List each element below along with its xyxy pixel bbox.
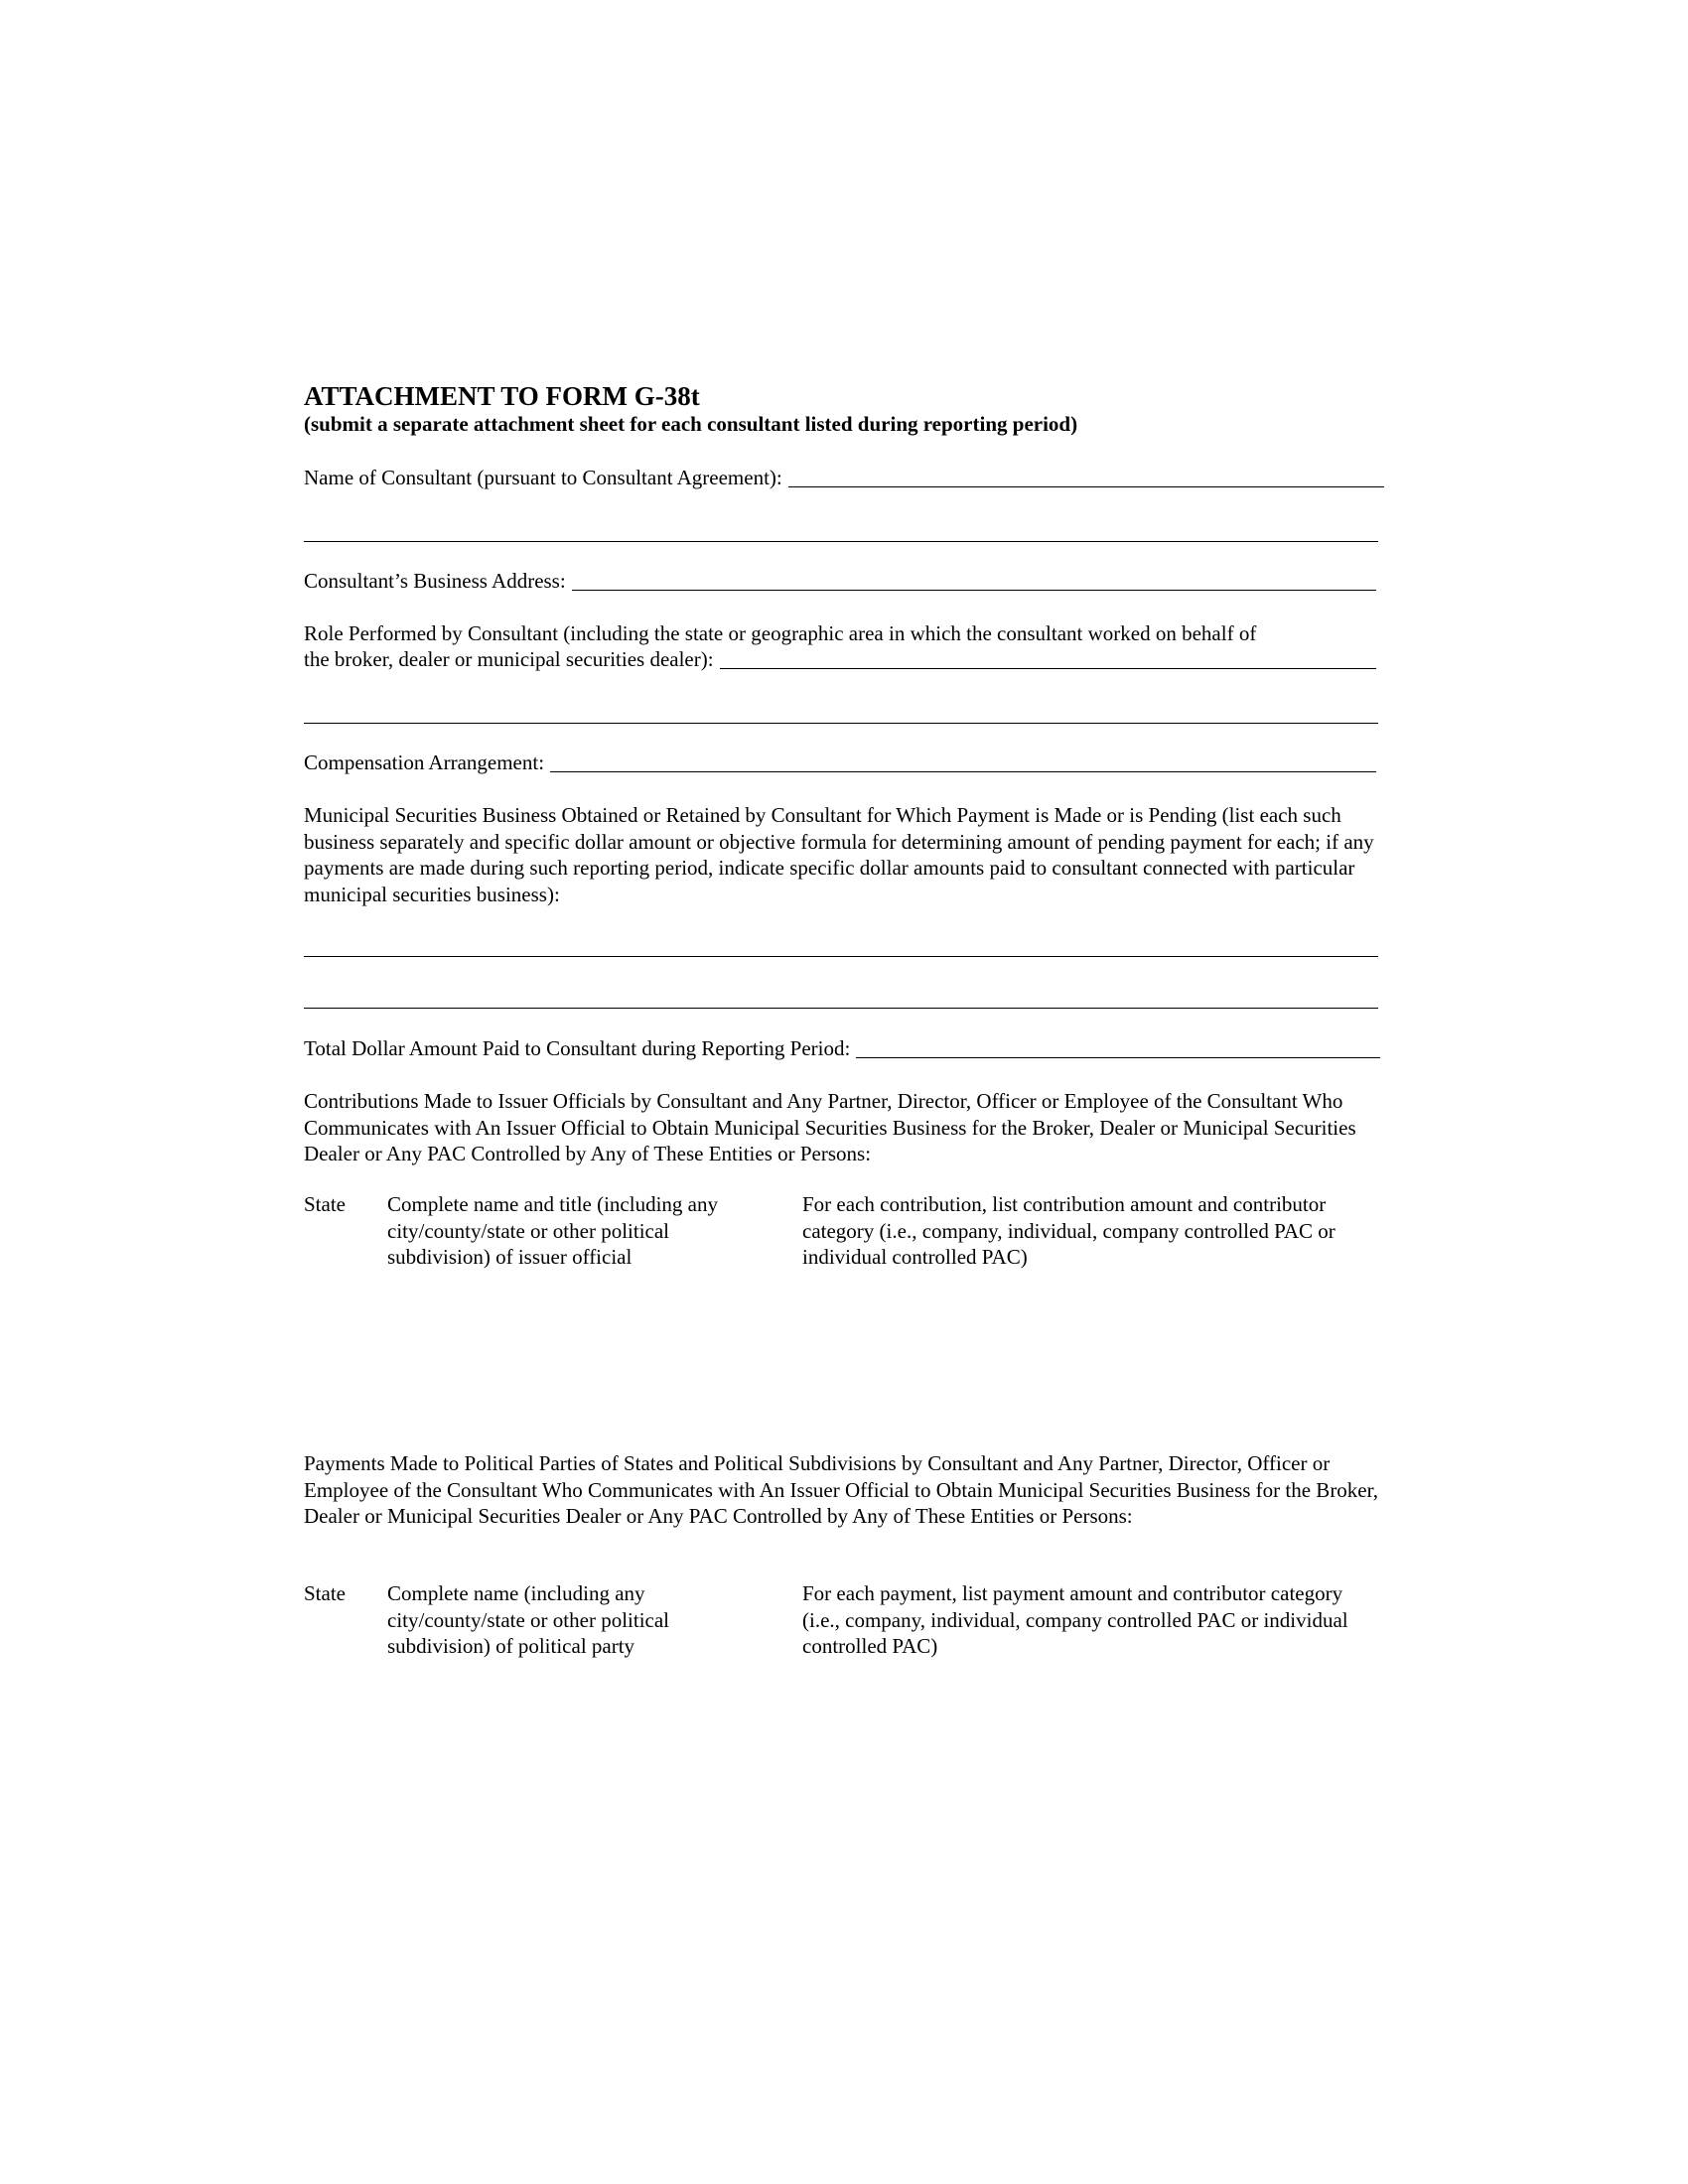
- total-paid-row: [304, 1035, 1380, 1061]
- role-line-2[interactable]: [304, 723, 1378, 724]
- compensation-row: [304, 750, 1376, 775]
- role-label-line1: Role Performed by Consultant (including the state or geographic area in which the consultant worked on behalf of: [304, 621, 1257, 645]
- total-paid-field[interactable]: [856, 1037, 1380, 1058]
- consultant-name-label: Name of Consultant (pursuant to Consultant Agreement):: [304, 466, 782, 489]
- form-subtitle: (submit a separate attachment sheet for each consultant listed during reporting period): [304, 412, 1078, 436]
- business-address-field[interactable]: [572, 570, 1376, 591]
- contributions-col-name: [387, 1191, 770, 1271]
- payments-intro: Payments Made to Political Parties of States and Political Subdivisions by Consultant and Any Partner, Director, Officer or Employee of the Consultant Who Communicates with An Issuer Official to Obtain Municipal Securities Business for the Broker, Dealer or Municipal Securities Dealer or Any PAC Controlled by Any of These Entities or Persons:: [304, 1451, 1379, 1528]
- payments-col-name: Complete name (including any city/county/state or other political subdivision) of political party: [387, 1581, 670, 1658]
- contributions-intro: Contributions Made to Issuer Officials by Consultant and Any Partner, Director, Officer or Employee of the Consultant Who Communicates with An Issuer Official to Obtain Municipal Securities Business for the Broker, Dealer or Municipal Securities Dealer or Any PAC Controlled by Any of These Entities or Persons:: [304, 1089, 1356, 1165]
- municipal-business-label: Municipal Securities Business Obtained or Retained by Consultant for Which Payment is Made or is Pending (list each such business separately and specific dollar amount or objective formula for determining amount of pending payment for each; if any payments are made during such reporting period, indicate specific dollar amounts paid to consultant connected with particular municipal securities business):: [304, 803, 1374, 906]
- contributions-col-name-text: Complete name and title (including any city/county/state or other political subdivision) of issuer official: [387, 1192, 718, 1269]
- total-paid-label: Total Dollar Amount Paid to Consultant during Reporting Period:: [304, 1036, 851, 1060]
- contributions-col-state: State: [304, 1192, 346, 1216]
- consultant-name-field[interactable]: [788, 467, 1384, 487]
- role-label-line2: the broker, dealer or municipal securities dealer):: [304, 647, 714, 671]
- business-address-label: Consultant’s Business Address:: [304, 569, 566, 593]
- payments-col-state: State: [304, 1581, 346, 1605]
- municipal-business-line-2[interactable]: [304, 1008, 1378, 1009]
- compensation-label: Compensation Arrangement:: [304, 751, 545, 774]
- payments-col-amount: For each payment, list payment amount and contributor category (i.e., company, individual, company controlled PAC or individual controlled PAC): [802, 1581, 1348, 1658]
- consultant-name-line-2[interactable]: [304, 541, 1378, 542]
- consultant-name-row: [304, 465, 1384, 490]
- municipal-business-line-1[interactable]: [304, 956, 1378, 957]
- contributions-col-amount: For each contribution, list contribution amount and contributor category (i.e., company, individual, company controlled PAC or individual controlled PAC): [802, 1192, 1336, 1269]
- role-row: [304, 646, 1376, 672]
- compensation-field[interactable]: [550, 751, 1376, 772]
- role-field[interactable]: [720, 648, 1376, 669]
- business-address-row: [304, 568, 1376, 594]
- form-title: ATTACHMENT TO FORM G-38t: [304, 381, 700, 411]
